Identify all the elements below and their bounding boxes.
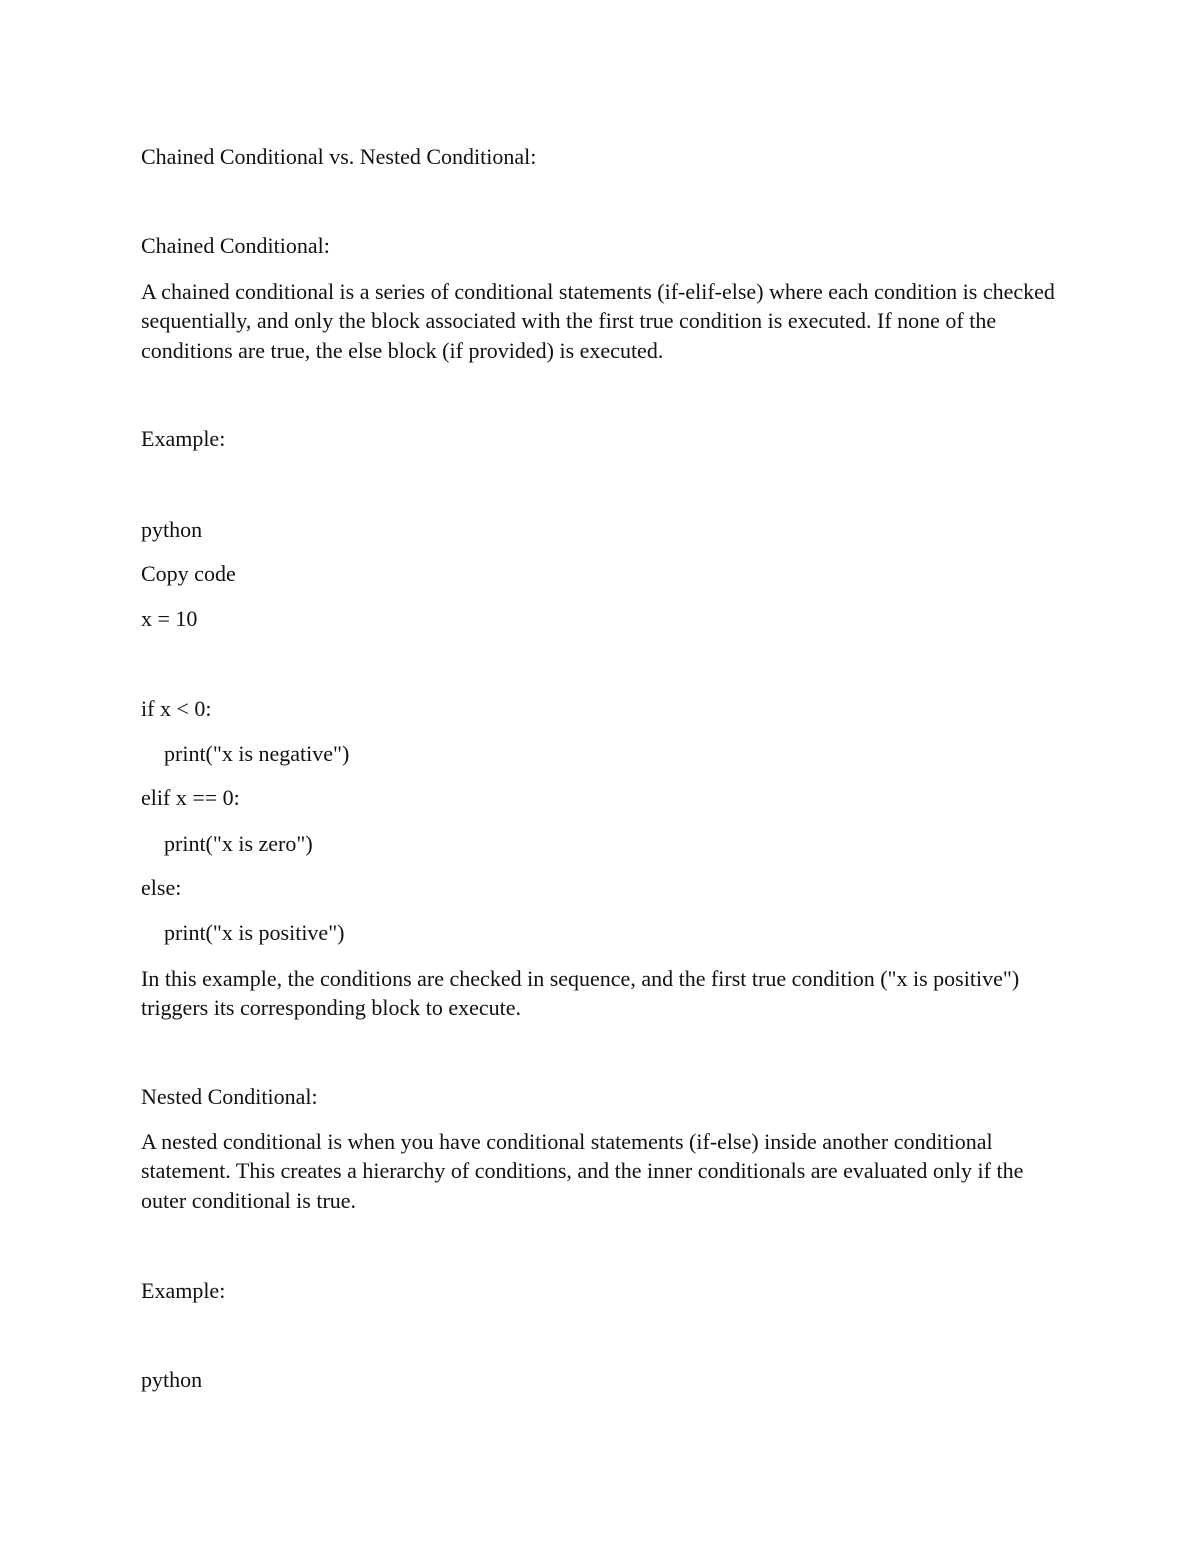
nested-heading: Nested Conditional: bbox=[141, 1084, 318, 1109]
code-line: else: bbox=[141, 875, 182, 900]
chained-heading: Chained Conditional: bbox=[141, 233, 330, 258]
code-line: if x < 0: bbox=[141, 696, 212, 721]
chained-explanation: In this example, the conditions are checked in sequence, and the first true condition ("x is positive") triggers its corresponding block to execute. bbox=[141, 966, 1020, 1021]
code-line: print("x is zero") bbox=[164, 831, 313, 856]
document-title: Chained Conditional vs. Nested Conditional: bbox=[141, 144, 537, 169]
copy-code-label: Copy code bbox=[141, 561, 236, 586]
chained-description: A chained conditional is a series of conditional statements (if-elif-else) where each condition is checked sequentially, and only the block associated with the first true condition is executed. If none of the conditions are true, the else block (if provided) is executed. bbox=[141, 279, 1055, 363]
chained-example-label: Example: bbox=[141, 426, 226, 451]
nested-language-label: python bbox=[141, 1367, 203, 1392]
nested-description: A nested conditional is when you have conditional statements (if-else) inside another conditional statement. This creates a hierarchy of conditions, and the inner conditionals are evaluated only if the outer conditional is true. bbox=[141, 1129, 1024, 1213]
code-line: x = 10 bbox=[141, 606, 198, 631]
code-line: print("x is positive") bbox=[164, 920, 345, 945]
code-line: print("x is negative") bbox=[164, 741, 350, 766]
code-line: elif x == 0: bbox=[141, 785, 240, 810]
chained-language-label: python bbox=[141, 517, 203, 542]
nested-example-label: Example: bbox=[141, 1278, 226, 1303]
